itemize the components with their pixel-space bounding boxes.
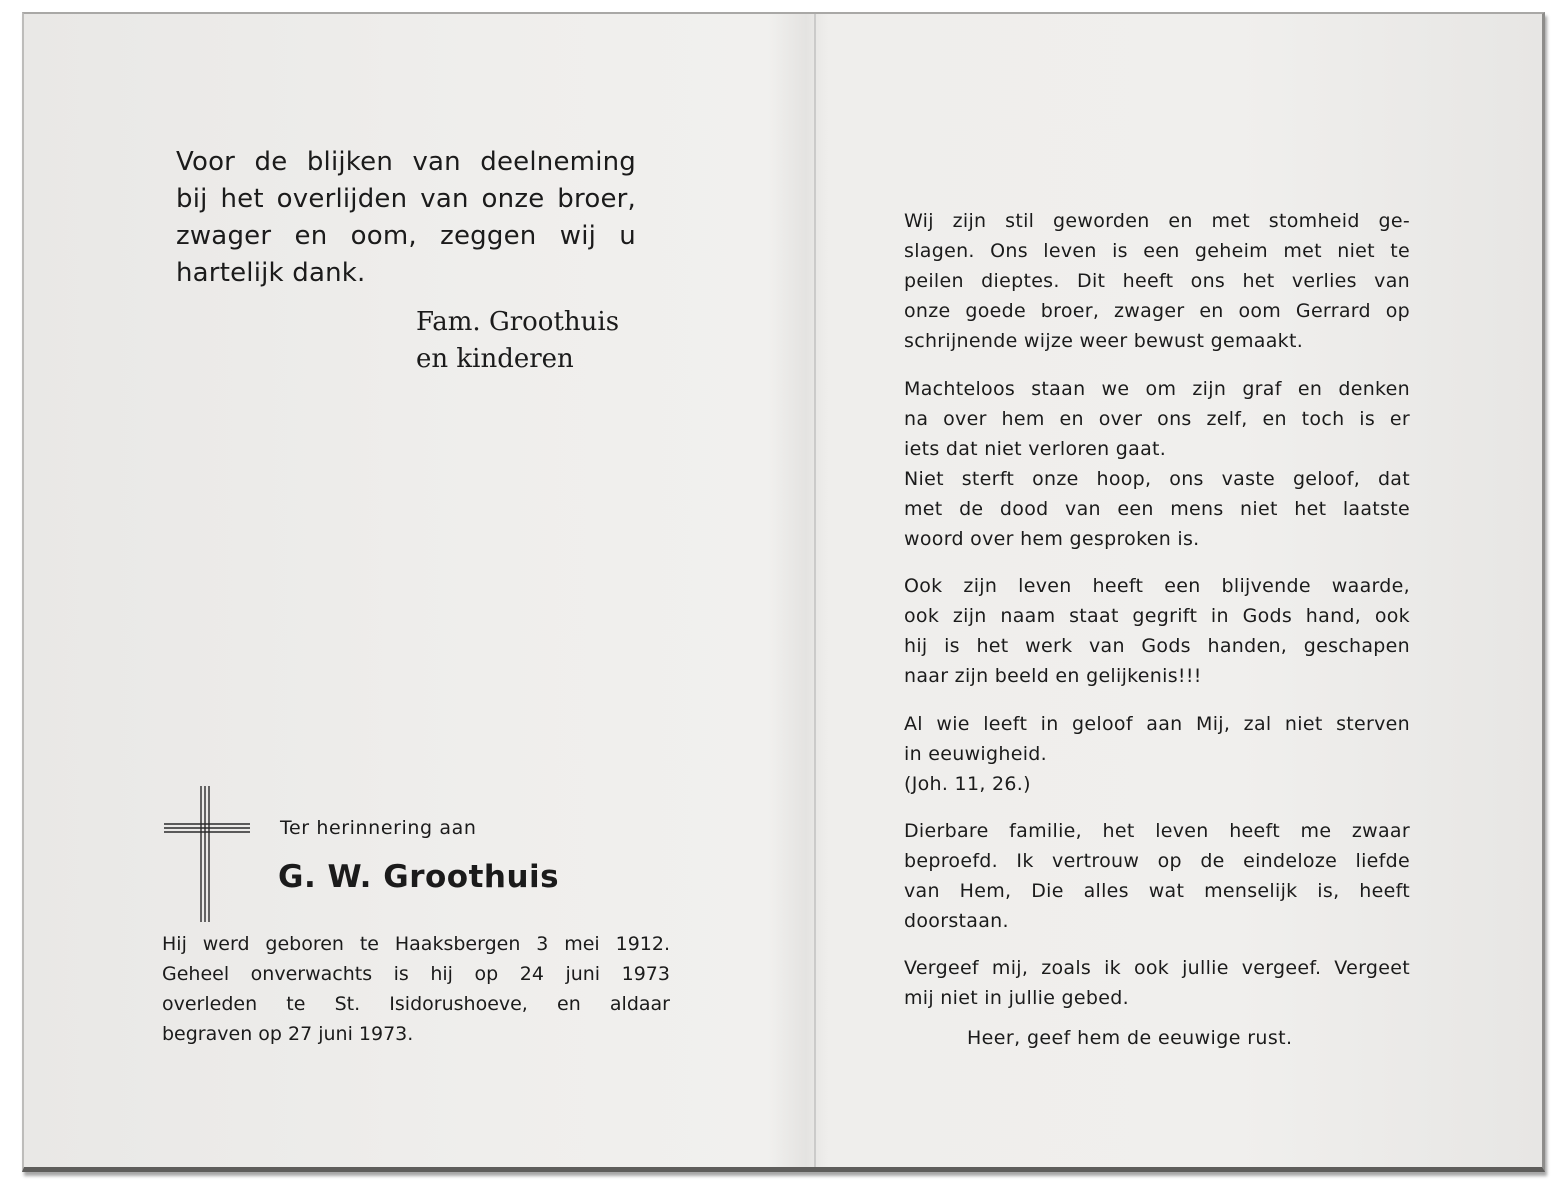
biography-line: Hij werd geboren te Haaksbergen 3 mei 1912. (162, 933, 670, 955)
deceased-name: G. W. Groothuis (278, 859, 560, 895)
poem-line: onze goede broer, zwager en oom Gerrard op (904, 300, 1410, 322)
poem-line: iets dat niet verloren gaat. (904, 438, 1167, 460)
poem-line: beproefd. Ik vertrouw op de eindeloze liefde (904, 850, 1410, 872)
thanks-line: Voor de blijken van deelneming (176, 147, 636, 177)
closing-prayer: Heer, geef hem de eeuwige rust. (967, 1027, 1293, 1049)
poem-line: mij niet in jullie gebed. (904, 987, 1129, 1009)
poem-line: Ook zijn leven heeft een blijvende waarde, (904, 575, 1410, 597)
poem-line: Niet sterft onze hoop, ons vaste geloof, dat (904, 468, 1410, 490)
poem-line: Wij zijn stil geworden en met stomheid ge- (904, 210, 1410, 232)
poem-line: ook zijn naam staat gegrift in Gods hand, ook (904, 605, 1410, 627)
memorial-card (22, 12, 1545, 1172)
signature-family: Fam. Groothuis (416, 307, 620, 337)
poem-line: Dierbare familie, het leven heeft me zwaar (904, 820, 1410, 842)
biography-line: overleden te St. Isidorushoeve, en aldaar (162, 993, 670, 1015)
poem-line: slagen. Ons leven is een geheim met niet te (904, 240, 1410, 262)
cross-icon (162, 784, 252, 924)
poem-line: Vergeef mij, zoals ik ook jullie vergeef. Vergeet (904, 957, 1410, 979)
card-fold (814, 14, 816, 1167)
thanks-line: bij het overlijden van onze broer, (176, 184, 636, 214)
poem-line: schrijnende wijze weer bewust gemaakt. (904, 330, 1304, 352)
poem-line: woord over hem gesproken is. (904, 528, 1200, 550)
poem-line: na over hem en over ons zelf, en toch is er (904, 408, 1410, 430)
poem-line: Al wie leeft in geloof aan Mij, zal niet sterven (904, 713, 1410, 735)
poem-line: met de dood van een mens niet het laatste (904, 498, 1410, 520)
poem-line: naar zijn beeld en gelijkenis!!! (904, 665, 1202, 687)
scripture-reference: (Joh. 11, 26.) (904, 773, 1031, 795)
thanks-line: hartelijk dank. (176, 258, 366, 288)
biography-line: begraven op 27 juni 1973. (162, 1023, 414, 1045)
in-memory-of: Ter herinnering aan (280, 817, 477, 839)
poem-line: van Hem, Die alles wat menselijk is, heeft (904, 880, 1410, 902)
signature-children: en kinderen (416, 344, 574, 374)
poem-line: hij is het werk van Gods handen, geschapen (904, 635, 1410, 657)
poem-line: peilen dieptes. Dit heeft ons het verlies van (904, 270, 1410, 292)
poem-line: doorstaan. (904, 910, 1009, 932)
thanks-line: zwager en oom, zeggen wij u (176, 221, 636, 251)
biography-line: Geheel onverwachts is hij op 24 juni 1973 (162, 963, 670, 985)
poem-line: in eeuwigheid. (904, 743, 1047, 765)
poem-line: Machteloos staan we om zijn graf en denken (904, 378, 1410, 400)
